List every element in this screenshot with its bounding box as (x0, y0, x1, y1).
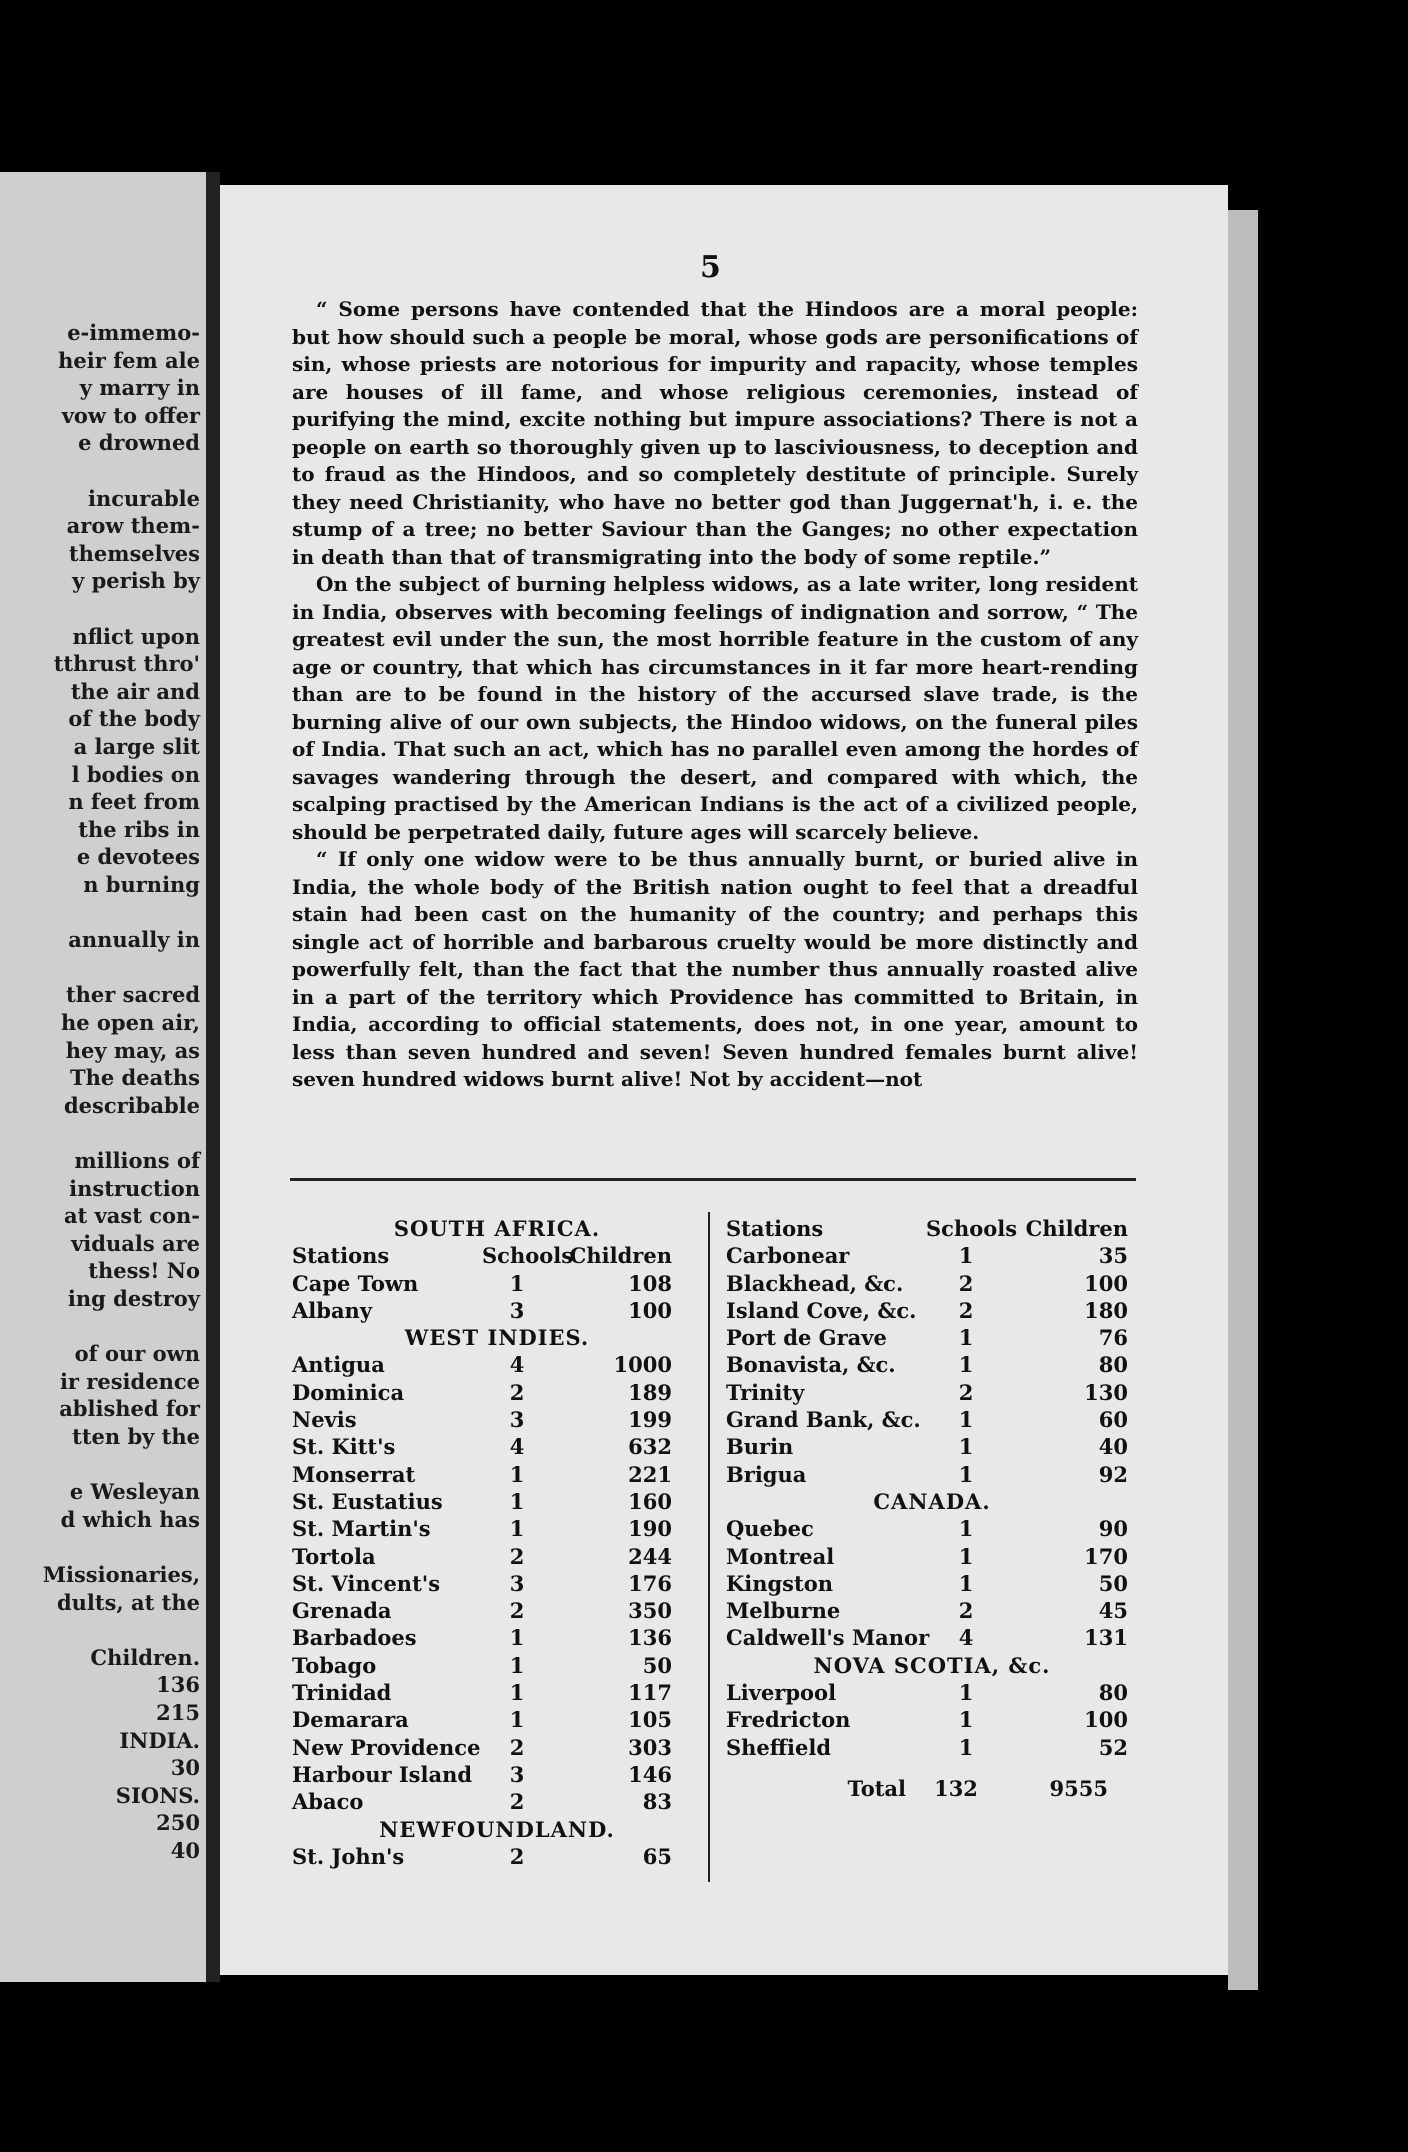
station-name: Harbour Island (292, 1761, 473, 1787)
header-stations: Stations (726, 1216, 824, 1241)
left-page-line: at vast con- (63, 1203, 200, 1229)
left-page-line: SIONS. (115, 1782, 200, 1808)
schools-count: 1 (958, 1434, 974, 1460)
table-row (726, 1597, 1138, 1624)
left-page-line: dults, at the (56, 1589, 200, 1615)
table-row (726, 1679, 1138, 1706)
left-page-line: ablished for (59, 1396, 200, 1422)
total-label: Total (847, 1775, 906, 1801)
children-count: 130 (1084, 1379, 1128, 1405)
schools-count: 1 (958, 1680, 974, 1706)
left-page-line: instruction (69, 1175, 200, 1201)
table-row (726, 1433, 1138, 1460)
body-text (292, 296, 1138, 1094)
children-count: 170 (1084, 1543, 1128, 1569)
left-page-line: themselves (68, 540, 200, 566)
station-name: St. Martin's (292, 1516, 431, 1542)
schools-count: 1 (958, 1543, 974, 1569)
left-page-line: a large slit (73, 734, 200, 759)
children-count: 221 (628, 1461, 672, 1487)
children-count: 176 (628, 1570, 672, 1596)
section-title: WEST INDIES. (404, 1325, 590, 1351)
table-row (726, 1297, 1138, 1324)
column-divider (708, 1212, 710, 1882)
schools-count: 2 (509, 1789, 525, 1815)
schools-count: 1 (958, 1243, 974, 1269)
schools-count: 1 (958, 1352, 974, 1378)
station-name: Caldwell's Manor (726, 1625, 930, 1651)
station-name: Sheffield (726, 1734, 832, 1760)
table-row (726, 1734, 1138, 1761)
paragraph-2: On the subject of burning helpless widows, as a late writer, long resident in India, observes with becoming feelings of indignation and sorrow, “ The greatest evil under the sun, the most horrible feature in the custom of any age or country, that which has circumstances in it far more heart-rending than are to be found in the history of the accursed slave trade, is the burning alive of our own subjects, the Hindoo widows, on the funeral piles of India. That such an act, which has no parallel even among the hordes of savages wandering through the desert, and compared with which, the scalping practised by the American Indians is the act of a civilized people, should be perpetrated daily, future ages will scarcely believe. (292, 572, 1138, 844)
children-count: 40 (1098, 1434, 1128, 1460)
children-count: 244 (628, 1543, 672, 1569)
children-count: 117 (628, 1680, 672, 1706)
left-page-line: ir residence (59, 1368, 200, 1394)
left-page-line: the ribs in (78, 816, 200, 842)
paragraph-3: “ If only one widow were to be thus annually burnt, or buried alive in India, the whole body of the British nation ought to feel that a dreadful stain had been cast on the humanity of the country; and perhaps this single act of horrible and barbarous cruelty would be more distinctly and powerfully felt, than the fact that the number thus annually roasted alive in a part of the territory which Providence has committed to Britain, in India, according to official statements, does not, in one year, amount to less than seven hundred and seven! Seven hundred females burnt alive! seven hundred widows burnt alive! Not by accident—not (292, 847, 1138, 1091)
table-row (292, 1515, 702, 1542)
total-schools: 132 (934, 1775, 978, 1801)
children-count: 146 (628, 1761, 672, 1787)
station-name: Montreal (726, 1543, 835, 1569)
left-facing-page (0, 172, 206, 1982)
station-name: Fredricton (726, 1707, 851, 1733)
schools-count: 3 (509, 1407, 525, 1433)
left-page-line: e devotees (76, 844, 200, 870)
left-page-line: Children. (90, 1644, 200, 1670)
station-name: Tobago (292, 1652, 377, 1678)
left-page-line: 215 (156, 1700, 200, 1725)
schools-count: 2 (509, 1734, 525, 1760)
schools-count: 1 (958, 1461, 974, 1487)
children-count: 52 (1098, 1734, 1128, 1760)
section-title: SOUTH AFRICA. (393, 1216, 601, 1241)
schools-count: 2 (958, 1379, 974, 1405)
table-row (726, 1515, 1138, 1542)
schools-count: 3 (509, 1761, 525, 1787)
table-row (292, 1406, 702, 1433)
left-page-line: e-immemo- (67, 320, 200, 345)
stations-table-left (292, 1215, 702, 1870)
header-stations: Stations (292, 1243, 390, 1269)
schools-count: 2 (509, 1598, 525, 1624)
children-count: 100 (1084, 1270, 1128, 1296)
station-name: Cape Town (292, 1270, 419, 1296)
left-page-line: the air and (70, 678, 200, 704)
left-page-line: The deaths (69, 1065, 200, 1091)
left-page-line: nflict upon (72, 623, 200, 649)
left-page-line: y perish by (72, 568, 200, 594)
station-name: St. Eustatius (292, 1488, 443, 1514)
paragraph-1: “ Some persons have contended that the Hindoos are a moral people: but how should such a people be moral, whose gods are personifications of sin, whose priests are notorious for impurity and rapacity, whose temples are houses of ill fame, and whose religious ceremonies, instead of purifying the mind, excite nothing but impure associations? There is not a people on earth so thoroughly given up to lasciviousness, to deception and to fraud as the Hindoos, and so completely destitute of principle. Surely they need Christianity, who have no better god than Juggernat'h, i. e. the stump of a tree; no better Saviour than the Ganges; no other expectation in death than that of transmigrating into the body of some reptile.” (292, 297, 1138, 569)
schools-count: 1 (958, 1516, 974, 1542)
table-row (292, 1843, 702, 1870)
schools-count: 1 (958, 1734, 974, 1760)
left-page-line: describable (63, 1092, 200, 1118)
left-page-line: l bodies on (71, 761, 200, 787)
station-name: Melburne (726, 1598, 841, 1624)
children-count: 131 (1084, 1625, 1128, 1651)
table-row (292, 1788, 702, 1815)
table-row (726, 1570, 1138, 1597)
station-name: Island Cove, &c. (726, 1297, 917, 1323)
children-count: 136 (628, 1625, 672, 1651)
left-page-line: he open air, (60, 1010, 200, 1035)
left-page-line: 250 (156, 1810, 200, 1836)
table-row (292, 1379, 702, 1406)
schools-count: 4 (509, 1434, 525, 1460)
left-page-line: INDIA. (119, 1727, 200, 1753)
station-name: Grand Bank, &c. (726, 1407, 921, 1433)
schools-count: 1 (958, 1570, 974, 1596)
station-name: Trinidad (292, 1680, 392, 1706)
station-name: St. Vincent's (292, 1570, 441, 1596)
schools-count: 1 (509, 1516, 525, 1542)
table-row (292, 1433, 702, 1460)
left-page-line: tten by the (72, 1424, 200, 1449)
schools-count: 2 (509, 1543, 525, 1569)
children-count: 80 (1098, 1680, 1128, 1706)
children-count: 190 (628, 1516, 672, 1542)
schools-count: 4 (509, 1352, 525, 1378)
schools-count: 3 (509, 1297, 525, 1323)
children-count: 160 (628, 1488, 672, 1514)
left-page-line: thess! No (88, 1258, 200, 1284)
left-page-line: n burning (83, 872, 200, 897)
station-name: St. John's (292, 1843, 405, 1869)
table-row (726, 1270, 1138, 1297)
station-name: New Providence (292, 1734, 481, 1760)
table-row (726, 1706, 1138, 1733)
schools-count: 2 (958, 1270, 974, 1296)
schools-count: 3 (509, 1570, 525, 1596)
left-page-line: ther sacred (65, 982, 200, 1008)
schools-count: 1 (509, 1625, 525, 1651)
children-count: 45 (1098, 1598, 1128, 1624)
station-name: Liverpool (726, 1680, 837, 1706)
schools-count: 2 (509, 1843, 525, 1869)
table-row (292, 1270, 702, 1297)
page-number: 5 (700, 250, 721, 285)
table-row (292, 1488, 702, 1515)
left-page-line: tthrust thro' (53, 651, 200, 677)
page-edge (1228, 210, 1258, 1990)
table-row (726, 1351, 1138, 1378)
schools-count: 1 (958, 1325, 974, 1351)
schools-count: 1 (509, 1270, 525, 1296)
station-name: Tortola (292, 1543, 376, 1569)
station-name: Albany (292, 1297, 373, 1323)
schools-count: 2 (958, 1598, 974, 1624)
children-count: 90 (1098, 1516, 1128, 1542)
children-count: 199 (628, 1407, 672, 1433)
left-page-line: 30 (170, 1755, 200, 1781)
station-name: Brigua (726, 1461, 807, 1487)
left-page-line: y marry in (79, 375, 200, 401)
station-name: Demarara (292, 1707, 409, 1733)
children-count: 1000 (613, 1352, 672, 1378)
left-page-line: arow them- (66, 513, 200, 539)
left-page-line: of the body (68, 706, 200, 732)
table-row (292, 1461, 702, 1488)
total-children: 9555 (1049, 1775, 1108, 1801)
table-row (292, 1652, 702, 1679)
children-count: 65 (642, 1843, 672, 1869)
station-name: St. Kitt's (292, 1434, 396, 1460)
header-schools: Schools (926, 1216, 1018, 1241)
table-row (726, 1242, 1138, 1269)
station-name: Port de Grave (726, 1325, 887, 1351)
table-row (726, 1624, 1138, 1651)
section-title: CANADA. (873, 1488, 991, 1514)
schools-count: 1 (509, 1680, 525, 1706)
left-page-line: hey may, as (65, 1037, 200, 1063)
left-page-line: e Wesleyan (69, 1479, 200, 1505)
station-name: Barbadoes (292, 1625, 417, 1651)
children-count: 60 (1098, 1407, 1128, 1433)
table-row (726, 1543, 1138, 1570)
table-row (292, 1570, 702, 1597)
left-page-line: 136 (156, 1672, 200, 1698)
table-row (292, 1297, 702, 1324)
left-page-line: Missionaries, (42, 1562, 200, 1587)
schools-count: 1 (958, 1707, 974, 1733)
schools-count: 1 (958, 1407, 974, 1433)
header-children: Children (569, 1243, 672, 1269)
table-row (292, 1351, 702, 1378)
station-name: Kingston (726, 1570, 833, 1596)
schools-count: 1 (509, 1488, 525, 1514)
schools-count: 4 (958, 1625, 974, 1651)
children-count: 50 (642, 1652, 672, 1678)
table-row (726, 1406, 1138, 1433)
table-header (292, 1242, 702, 1269)
station-name: Burin (726, 1434, 794, 1460)
station-name: Bonavista, &c. (726, 1352, 896, 1378)
left-page-line: ing destroy (67, 1286, 200, 1311)
section-title: NEWFOUNDLAND. (379, 1816, 615, 1842)
children-count: 35 (1098, 1243, 1128, 1269)
station-name: Abaco (292, 1789, 364, 1815)
left-page-line: 40 (170, 1838, 200, 1863)
section-title: NOVA SCOTIA, &c. (813, 1652, 1051, 1678)
schools-count: 2 (509, 1379, 525, 1405)
table-header (726, 1215, 1138, 1242)
left-page-line: incurable (88, 485, 200, 511)
left-page-line: millions of (74, 1148, 200, 1173)
left-page-line: annually in (68, 927, 200, 953)
station-name: Trinity (726, 1379, 805, 1405)
table-row (292, 1734, 702, 1761)
children-count: 80 (1098, 1352, 1128, 1378)
station-name: Monserrat (292, 1461, 416, 1487)
schools-count: 1 (509, 1652, 525, 1678)
stations-table-right (726, 1215, 1138, 1802)
children-count: 100 (628, 1297, 672, 1323)
table-row (726, 1379, 1138, 1406)
left-page-line: n feet from (68, 789, 200, 815)
children-count: 350 (628, 1598, 672, 1624)
table-row (292, 1543, 702, 1570)
station-name: Dominica (292, 1379, 405, 1405)
schools-count: 2 (958, 1297, 974, 1323)
station-name: Carbonear (726, 1243, 850, 1269)
page-gutter (206, 172, 220, 1982)
children-count: 92 (1098, 1461, 1128, 1487)
table-row (292, 1706, 702, 1733)
left-page-line: of our own (74, 1341, 200, 1367)
children-count: 100 (1084, 1707, 1128, 1733)
children-count: 83 (642, 1789, 672, 1815)
header-schools: Schools (482, 1243, 574, 1269)
station-name: Grenada (292, 1598, 392, 1624)
schools-count: 1 (509, 1707, 525, 1733)
table-row (292, 1679, 702, 1706)
children-count: 76 (1098, 1325, 1128, 1351)
left-page-line: heir fem ale (58, 347, 200, 373)
header-children: Children (1025, 1216, 1128, 1241)
table-row (726, 1461, 1138, 1488)
schools-count: 1 (509, 1461, 525, 1487)
table-row (292, 1761, 702, 1788)
left-page-line: d which has (60, 1506, 200, 1532)
children-count: 105 (628, 1707, 672, 1733)
station-name: Nevis (292, 1407, 357, 1433)
children-count: 108 (628, 1270, 672, 1296)
station-name: Antigua (292, 1352, 385, 1378)
children-count: 50 (1098, 1570, 1128, 1596)
table-row (292, 1597, 702, 1624)
children-count: 189 (628, 1379, 672, 1405)
table-row (292, 1624, 702, 1651)
children-count: 180 (1084, 1297, 1128, 1323)
horizontal-divider (290, 1178, 1136, 1181)
total-row (726, 1775, 1138, 1802)
left-page-line: viduals are (71, 1230, 200, 1256)
children-count: 632 (628, 1434, 672, 1460)
left-page-line: vow to offer (61, 402, 200, 428)
table-row (726, 1324, 1138, 1351)
station-name: Blackhead, &c. (726, 1270, 904, 1296)
children-count: 303 (628, 1734, 672, 1760)
left-page-line: e drowned (78, 430, 200, 456)
station-name: Quebec (726, 1516, 814, 1542)
